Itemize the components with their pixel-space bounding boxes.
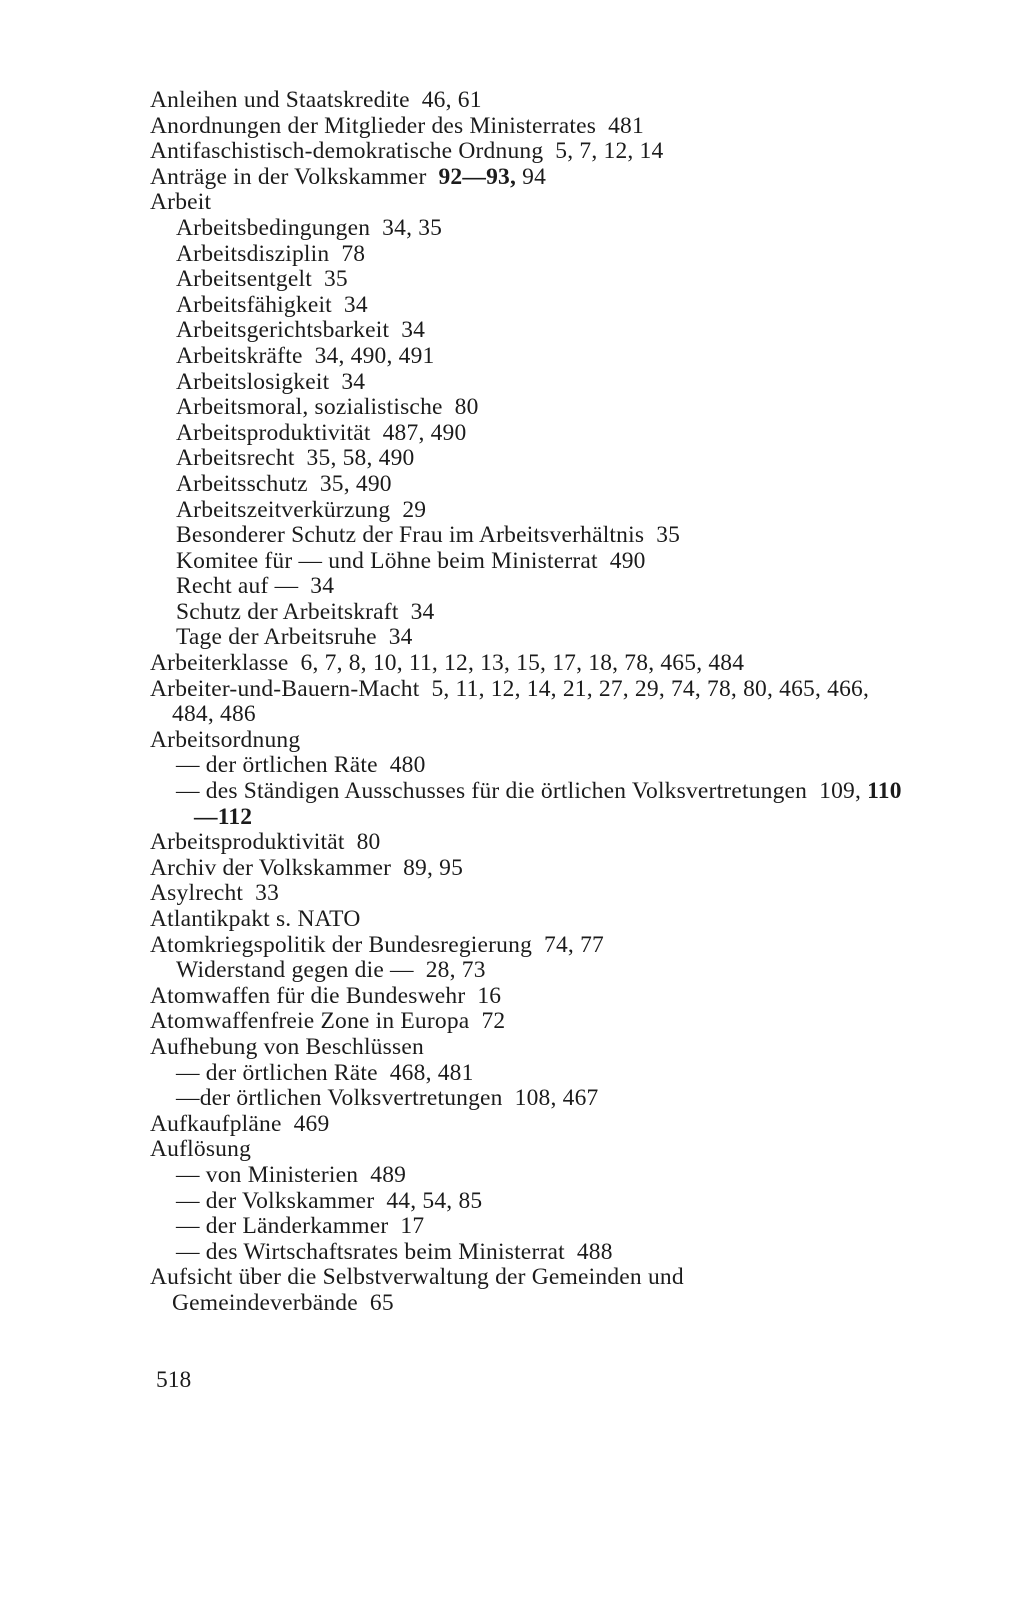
index-term: Aufsicht über die Selbstverwaltung der Gemeinden und Gemeindeverbände [150, 1264, 684, 1316]
page-references: 94 [522, 163, 547, 190]
index-term: Atomkriegspolitik der Bundesregierung [150, 931, 533, 958]
index-entry [150, 1265, 910, 1316]
page-references: 5, 11, 12, 14, 21, 27, 29, 74, 78, 80, 465, 466, 484, 486 [172, 675, 870, 728]
index-entry [150, 165, 910, 191]
index-term: Antifaschistisch-demokratische Ordnung [150, 138, 544, 165]
index-entry [150, 677, 910, 728]
index-term: Aufhebung von Beschlüssen [150, 1033, 424, 1060]
index-term: Anträge in der Volkskammer [150, 163, 427, 190]
page-references: 78 [341, 240, 366, 267]
index-term: — des Wirtschaftsrates beim Ministerrat [176, 1238, 565, 1265]
index-subentry [150, 498, 910, 524]
page-references: 35, 58, 490 [306, 445, 415, 472]
index-entry [150, 907, 910, 933]
index-term: Besonderer Schutz der Frau im Arbeitsverhältnis [176, 522, 645, 549]
index-subentry [150, 1214, 910, 1240]
index-subentry [150, 549, 910, 575]
index-subentry [150, 344, 910, 370]
index-subentry [150, 625, 910, 651]
index-term: Anordnungen der Mitglieder des Ministerrates [150, 112, 597, 139]
page-references: 28, 73 [425, 957, 486, 984]
index-subentry [150, 1086, 910, 1112]
index-subentry [150, 1163, 910, 1189]
index-term: Auflösung [150, 1136, 252, 1163]
index-term: Arbeiter-und-Bauern-Macht [150, 675, 420, 702]
page-references: 35, 490 [319, 470, 392, 497]
index-entry [150, 1137, 910, 1163]
page-references: 80 [356, 829, 381, 856]
index-entry [150, 881, 910, 907]
index-term: — der Länderkammer [176, 1213, 389, 1240]
page-references: 34 [401, 317, 426, 344]
page-references: 481 [608, 112, 644, 139]
index-term: Aufkaufpläne [150, 1110, 282, 1137]
page-references: 6, 7, 8, 10, 11, 12, 13, 15, 17, 18, 78, 465, 484 [300, 650, 745, 677]
index-entry [150, 728, 910, 754]
index-term: Tage der Arbeitsruhe [176, 624, 377, 651]
index-subentry [150, 446, 910, 472]
index-entry [150, 114, 910, 140]
page-references: 35 [323, 266, 348, 293]
page-references: 35 [656, 522, 681, 549]
page-references: 46, 61 [421, 87, 482, 113]
index-subentry [150, 523, 910, 549]
page-references: 33 [255, 880, 280, 907]
page-references: 80 [454, 394, 479, 421]
index-term: Arbeitsentgelt [176, 266, 312, 293]
page-references-bold: 110—112 [194, 778, 902, 830]
index-subentry [150, 421, 910, 447]
index-entry [150, 830, 910, 856]
index-subentry [150, 1240, 910, 1266]
index-term: — von Ministerien [176, 1161, 359, 1188]
page-references: 5, 7, 12, 14 [555, 138, 664, 165]
index-term: Arbeitsschutz [176, 470, 308, 497]
index-term: Widerstand gegen die — [176, 957, 414, 984]
index-entry [150, 651, 910, 677]
index-entry [150, 190, 910, 216]
subject-index [150, 88, 910, 1317]
index-term: Recht auf — [176, 573, 299, 600]
index-subentry [150, 1061, 910, 1087]
index-term: Arbeitslosigkeit [176, 368, 330, 395]
index-term: —der örtlichen Volksvertretungen [176, 1085, 503, 1112]
index-term: Arbeitsmoral, sozialistische [176, 394, 443, 421]
index-subentry [150, 779, 910, 830]
page-references: 480 [389, 752, 426, 779]
index-subentry [150, 293, 910, 319]
index-subentry [150, 242, 910, 268]
index-entry [150, 139, 910, 165]
index-subentry [150, 1189, 910, 1215]
index-term: — der örtlichen Räte [176, 752, 378, 779]
index-term: Arbeitsproduktivität [176, 419, 371, 446]
page-references: 34, 490, 491 [314, 342, 435, 369]
page-references: 16 [477, 982, 502, 1009]
page-references: 34, 35 [382, 214, 443, 241]
index-subentry [150, 267, 910, 293]
page-references: 34 [341, 368, 366, 395]
page-references: 108, 467 [514, 1085, 599, 1112]
index-term: — des Ständigen Ausschusses für die örtlichen Volksvertretungen [176, 778, 808, 805]
page-references: 65 [369, 1289, 394, 1316]
index-term: Arbeitsordnung [150, 726, 301, 753]
index-term: Asylrecht [150, 880, 244, 907]
page-references: 34 [388, 624, 413, 651]
index-term: Anleihen und Staatskredite [150, 87, 410, 113]
index-entry [150, 984, 910, 1010]
index-term: Atomwaffenfreie Zone in Europa [150, 1008, 470, 1035]
index-term: — der Volkskammer [176, 1187, 375, 1214]
index-subentry [150, 395, 910, 421]
page-references-bold: 92—93, [438, 163, 517, 190]
index-subentry [150, 216, 910, 242]
index-entry [150, 933, 910, 959]
page-references: 72 [481, 1008, 506, 1035]
page-references: 29 [402, 496, 427, 523]
index-term: — der örtlichen Räte [176, 1059, 378, 1086]
index-entry [150, 88, 910, 114]
index-term: Arbeitsproduktivität [150, 829, 345, 856]
index-entry [150, 1035, 910, 1061]
page-references: 469 [293, 1110, 330, 1137]
index-term: Arbeitsrecht [176, 445, 295, 472]
index-entry [150, 1009, 910, 1035]
index-term: Schutz der Arbeitskraft [176, 598, 399, 625]
index-term: Arbeitskräfte [176, 342, 303, 369]
index-term: Arbeitsdisziplin [176, 240, 330, 267]
page-references: 34 [410, 598, 435, 625]
page-references: 109, [819, 778, 862, 805]
page-references: 44, 54, 85 [386, 1187, 483, 1214]
page-references: 468, 481 [389, 1059, 474, 1086]
index-term: Arbeitsbedingungen [176, 214, 371, 241]
index-term: Arbeitsfähigkeit [176, 291, 332, 318]
page-references: 490 [609, 547, 646, 574]
page-references: 488 [576, 1238, 613, 1265]
index-term: Atomwaffen für die Bundeswehr [150, 982, 466, 1009]
index-term: Arbeit [150, 189, 212, 216]
index-subentry [150, 318, 910, 344]
index-term: Arbeitszeitverkürzung [176, 496, 391, 523]
page-references: 89, 95 [403, 854, 464, 881]
index-subentry [150, 472, 910, 498]
index-subentry [150, 958, 910, 984]
index-subentry [150, 753, 910, 779]
index-subentry [150, 370, 910, 396]
index-term: Komitee für — und Löhne beim Ministerrat [176, 547, 598, 574]
page-number: 518 [156, 1367, 192, 1393]
index-entry [150, 856, 910, 882]
index-term: Arbeitsgerichtsbarkeit [176, 317, 390, 344]
page-references: 34 [310, 573, 335, 600]
page-references: 17 [400, 1213, 425, 1240]
index-entry [150, 1112, 910, 1138]
index-subentry [150, 574, 910, 600]
index-term: Archiv der Volkskammer [150, 854, 392, 881]
index-term: Atlantikpakt s. NATO [150, 906, 361, 932]
index-subentry [150, 600, 910, 626]
page-references: 487, 490 [382, 419, 467, 446]
page-references: 489 [370, 1161, 407, 1188]
index-term: Arbeiterklasse [150, 650, 289, 677]
page-references: 34 [343, 291, 368, 318]
page-references: 74, 77 [544, 931, 604, 958]
